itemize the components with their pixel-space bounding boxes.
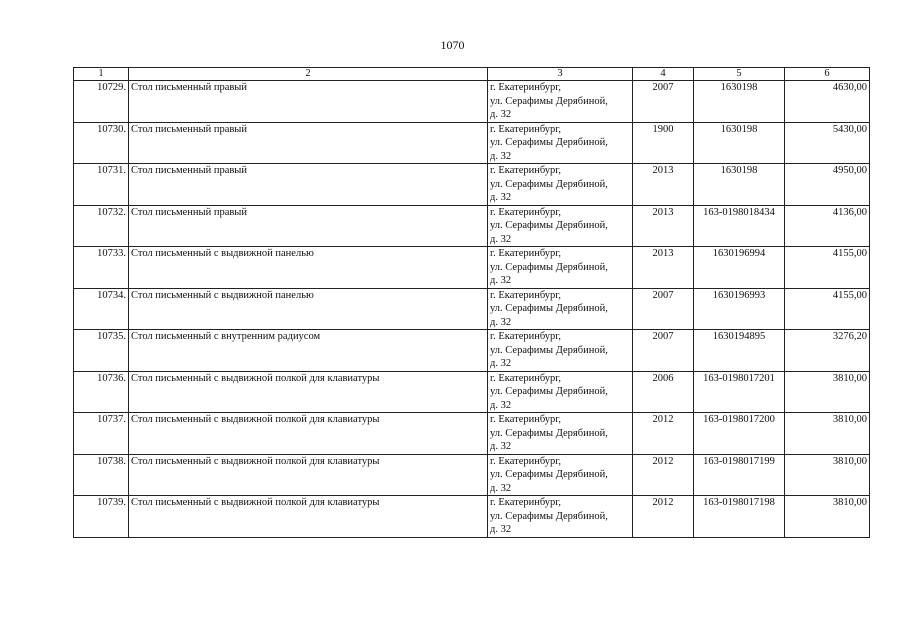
item-name-cell: Стол письменный с выдвижной полкой для клавиатуры (129, 496, 488, 538)
column-header-cost: 6 (785, 68, 870, 81)
item-name-cell: Стол письменный с выдвижной панелью (129, 288, 488, 330)
address-cell: г. Екатеринбург, ул. Серафимы Дерябиной, д. 32 (488, 205, 633, 247)
table-row (74, 205, 870, 247)
address-cell: г. Екатеринбург, ул. Серафимы Дерябиной, д. 32 (488, 81, 633, 123)
table-row (74, 288, 870, 330)
address-cell: г. Екатеринбург, ул. Серафимы Дерябиной, д. 32 (488, 496, 633, 538)
row-number-cell: 10731. (74, 164, 129, 206)
inventory-number-cell: 1630196994 (694, 247, 785, 289)
item-name-cell: Стол письменный правый (129, 81, 488, 123)
year-cell: 1900 (633, 122, 694, 164)
table-header (74, 68, 870, 81)
cost-cell: 4155,00 (785, 288, 870, 330)
row-number-cell: 10737. (74, 413, 129, 455)
table-row (74, 247, 870, 289)
inventory-number-cell: 1630198 (694, 81, 785, 123)
row-number-cell: 10730. (74, 122, 129, 164)
item-name-cell: Стол письменный с выдвижной полкой для клавиатуры (129, 371, 488, 413)
row-number-cell: 10729. (74, 81, 129, 123)
column-header-year: 4 (633, 68, 694, 81)
table-row (74, 371, 870, 413)
item-name-cell: Стол письменный с внутренним радиусом (129, 330, 488, 372)
table-row (74, 454, 870, 496)
inventory-number-cell: 1630198 (694, 122, 785, 164)
item-name-cell: Стол письменный правый (129, 164, 488, 206)
cost-cell: 3810,00 (785, 413, 870, 455)
cost-cell: 4630,00 (785, 81, 870, 123)
year-cell: 2007 (633, 288, 694, 330)
row-number-cell: 10735. (74, 330, 129, 372)
address-cell: г. Екатеринбург, ул. Серафимы Дерябиной, д. 32 (488, 247, 633, 289)
address-cell: г. Екатеринбург, ул. Серафимы Дерябиной, д. 32 (488, 164, 633, 206)
row-number-cell: 10736. (74, 371, 129, 413)
item-name-cell: Стол письменный правый (129, 205, 488, 247)
year-cell: 2013 (633, 164, 694, 206)
table-row (74, 413, 870, 455)
cost-cell: 4136,00 (785, 205, 870, 247)
table-row (74, 164, 870, 206)
cost-cell: 3810,00 (785, 371, 870, 413)
inventory-number-cell: 163-0198017200 (694, 413, 785, 455)
table-row (74, 330, 870, 372)
inventory-table (73, 67, 870, 538)
address-cell: г. Екатеринбург, ул. Серафимы Дерябиной, д. 32 (488, 330, 633, 372)
year-cell: 2007 (633, 330, 694, 372)
row-number-cell: 10739. (74, 496, 129, 538)
column-header-address: 3 (488, 68, 633, 81)
column-header-inventory-number: 5 (694, 68, 785, 81)
row-number-cell: 10734. (74, 288, 129, 330)
item-name-cell: Стол письменный с выдвижной полкой для клавиатуры (129, 413, 488, 455)
address-cell: г. Екатеринбург, ул. Серафимы Дерябиной, д. 32 (488, 122, 633, 164)
table-row (74, 122, 870, 164)
year-cell: 2013 (633, 205, 694, 247)
column-header-name: 2 (129, 68, 488, 81)
cost-cell: 4155,00 (785, 247, 870, 289)
cost-cell: 3276,20 (785, 330, 870, 372)
column-header-number: 1 (74, 68, 129, 81)
year-cell: 2006 (633, 371, 694, 413)
table-body (74, 81, 870, 538)
item-name-cell: Стол письменный с выдвижной панелью (129, 247, 488, 289)
inventory-number-cell: 163-0198017198 (694, 496, 785, 538)
inventory-number-cell: 163-0198017201 (694, 371, 785, 413)
page-number: 1070 (440, 38, 465, 52)
cost-cell: 3810,00 (785, 496, 870, 538)
address-cell: г. Екатеринбург, ул. Серафимы Дерябиной, д. 32 (488, 454, 633, 496)
table-row (74, 81, 870, 123)
address-cell: г. Екатеринбург, ул. Серафимы Дерябиной, д. 32 (488, 371, 633, 413)
inventory-number-cell: 163-0198018434 (694, 205, 785, 247)
cost-cell: 5430,00 (785, 122, 870, 164)
inventory-number-cell: 1630196993 (694, 288, 785, 330)
inventory-number-cell: 163-0198017199 (694, 454, 785, 496)
cost-cell: 3810,00 (785, 454, 870, 496)
cost-cell: 4950,00 (785, 164, 870, 206)
item-name-cell: Стол письменный с выдвижной полкой для клавиатуры (129, 454, 488, 496)
item-name-cell: Стол письменный правый (129, 122, 488, 164)
year-cell: 2012 (633, 496, 694, 538)
table-row (74, 496, 870, 538)
address-cell: г. Екатеринбург, ул. Серафимы Дерябиной, д. 32 (488, 413, 633, 455)
address-cell: г. Екатеринбург, ул. Серафимы Дерябиной, д. 32 (488, 288, 633, 330)
year-cell: 2012 (633, 454, 694, 496)
inventory-number-cell: 1630198 (694, 164, 785, 206)
header-row (74, 68, 870, 81)
year-cell: 2013 (633, 247, 694, 289)
year-cell: 2007 (633, 81, 694, 123)
year-cell: 2012 (633, 413, 694, 455)
row-number-cell: 10732. (74, 205, 129, 247)
row-number-cell: 10733. (74, 247, 129, 289)
row-number-cell: 10738. (74, 454, 129, 496)
inventory-number-cell: 1630194895 (694, 330, 785, 372)
